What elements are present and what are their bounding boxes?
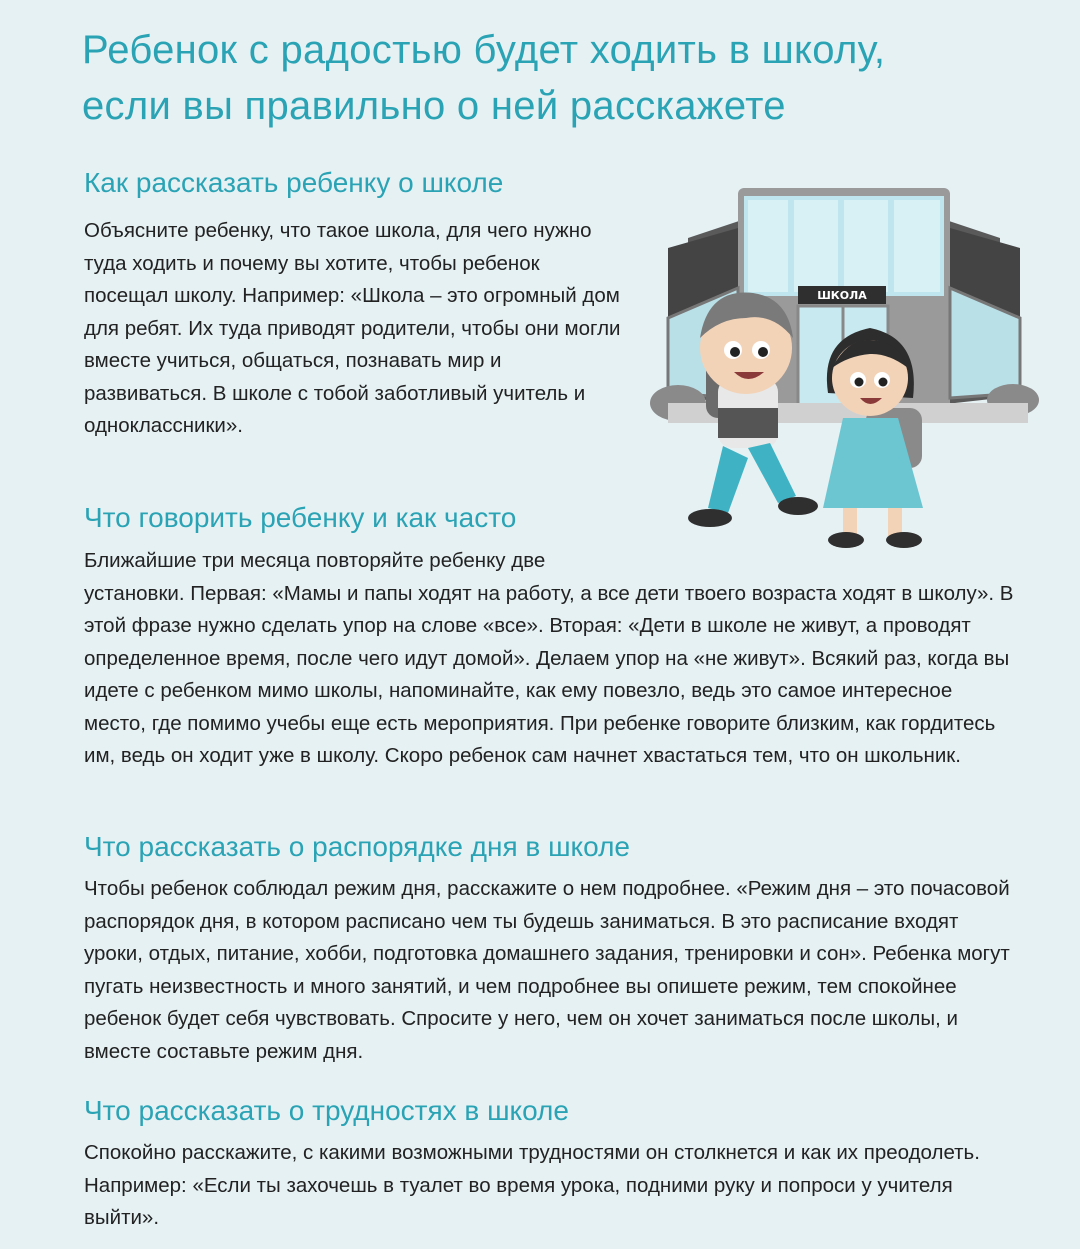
- section-body-what-to-say-first: Ближайшие три месяца повторяйте ребенку две: [84, 549, 546, 572]
- section-heading-how-to-tell: Как рассказать ребенку о школе: [84, 167, 504, 198]
- section-body-what-to-say: [84, 545, 1019, 773]
- section-heading-what-to-say: Что говорить ребенку и как часто: [84, 502, 517, 533]
- school-children-illustration: [648, 178, 1040, 558]
- section-body-what-to-say-rest: установки. Первая: «Мамы и папы ходят на работу, а все дети твоего возраста ходят в школу». В этой фразе нужно сделать упор на слове «все». Вторая: «Дети в школе не живут, а проводят определенное время, после чего идут домой». Делаем упор на «не живут». Всякий раз, когда вы идете с ребенком мимо школы, напоминайте, как ему повезло, ведь это самое интересное место, где помимо учебы еще есть мероприятия. При ребенке говорите близким, как гордитесь им, ведь он ходит уже в школу. Скоро ребенок сам начнет хвастаться тем, что он школьник.: [84, 581, 1014, 767]
- title-line-2: если вы правильно о ней расскажете: [82, 84, 786, 128]
- section-heading-daily-routine: Что рассказать о распорядке дня в школе: [84, 831, 630, 862]
- school-sign: ШКОЛА: [817, 289, 867, 302]
- girl-figure: [823, 328, 923, 548]
- section-heading-difficulties: Что рассказать о трудностях в школе: [84, 1095, 569, 1126]
- section-body-how-to-tell: Объясните ребенку, что такое школа, для чего нужно туда ходить и почему вы хотите, чтобы ребенок посещал школу. Например: «Школа – это огромный дом для ребят. Их туда приводят родители, чтобы они могли вместе учиться, общаться, познавать мир и развиваться. В школе с тобой заботливый учитель и одноклассники».: [84, 219, 621, 437]
- section-body-difficulties: Спокойно расскажите, с какими возможными трудностями он столкнется и как их преодолеть. Например: «Если ты захочешь в туалет во время урока, подними руку и попроси у учителя выйти».: [84, 1141, 980, 1229]
- page-title: [82, 22, 1042, 134]
- section-body-daily-routine: Чтобы ребенок соблюдал режим дня, расскажите о нем подробнее. «Режим дня – это почасовой распорядок дня, в котором расписано чем ты будешь заниматься. В это расписание входят уроки, отдых, питание, хобби, подготовка домашнего задания, тренировки и сон». Ребенка могут пугать неизвестность и много занятий, и чем подробнее вы опишете режим, тем спокойнее ребенок будет себя чувствовать. Спросите у него, чем он хочет заниматься после школы, и вместе составьте режим дня.: [84, 877, 1010, 1063]
- title-line-1: Ребенок с радостью будет ходить в школу,: [82, 28, 886, 72]
